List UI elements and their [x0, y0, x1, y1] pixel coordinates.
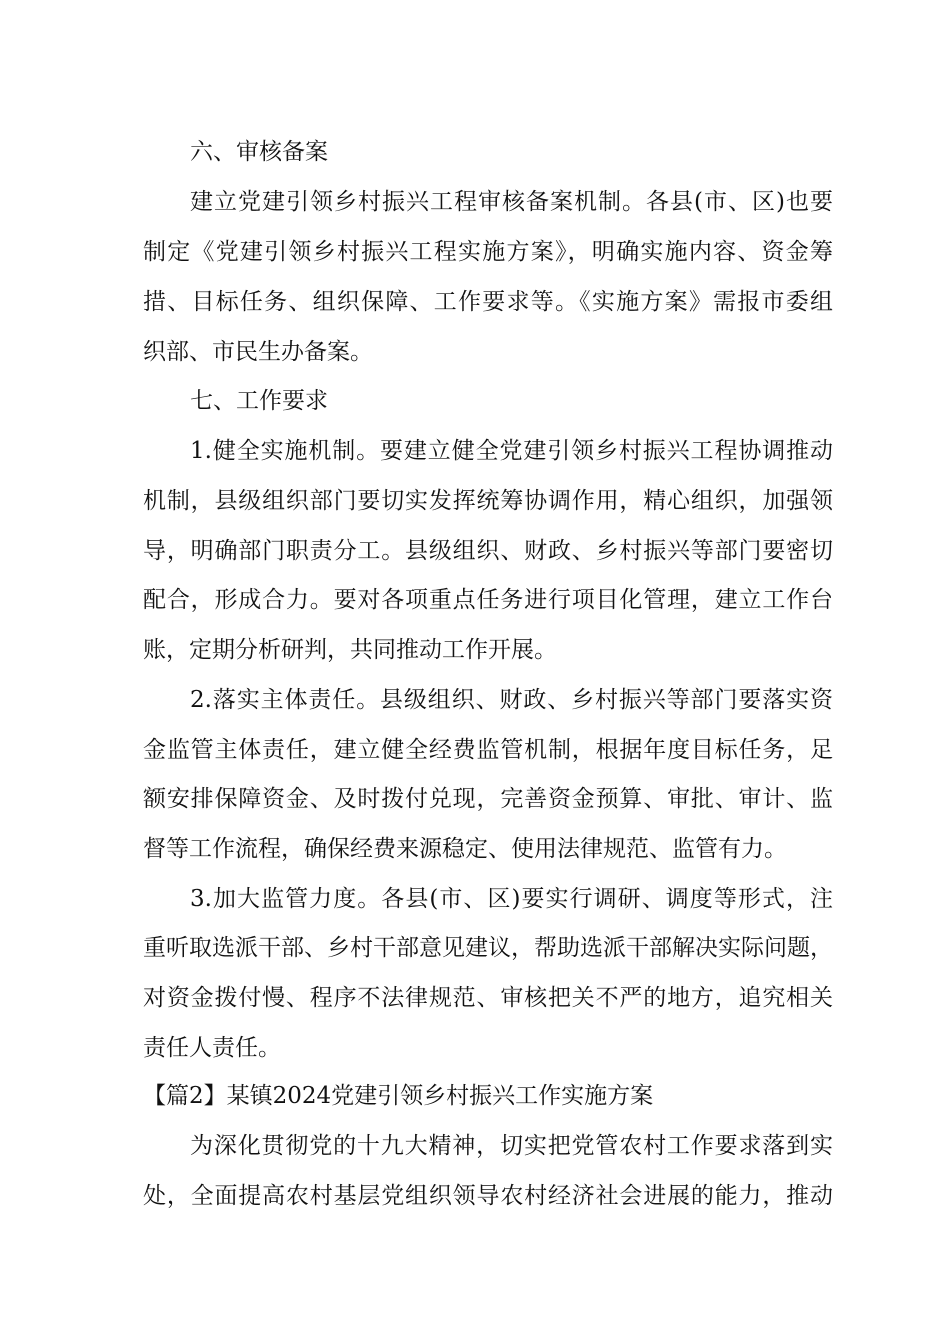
paragraph-line: 制定《党建引领乡村振兴工程实施方案》，明确实施内容、资金筹 [143, 239, 833, 265]
article-title: 【篇2】某镇2024党建引领乡村振兴工作实施方案 [143, 1083, 654, 1109]
paragraph-line: 织部、市民生办备案。 [143, 339, 373, 365]
paragraph-line: 1.健全实施机制。要建立健全党建引领乡村振兴工程协调推动 [190, 438, 833, 464]
paragraph-line: 3.加大监管力度。各县(市、区)要实行调研、调度等形式，注 [190, 886, 833, 912]
section-heading-review-filing: 六、审核备案 [190, 139, 328, 165]
paragraph-line: 2.落实主体责任。县级组织、财政、乡村振兴等部门要落实资 [190, 687, 833, 713]
paragraph-line: 为深化贯彻党的十九大精神，切实把党管农村工作要求落到实 [190, 1133, 833, 1159]
paragraph-line: 账，定期分析研判，共同推动工作开展。 [143, 637, 557, 663]
paragraph-line: 措、目标任务、组织保障、工作要求等。《实施方案》需报市委组 [143, 289, 833, 315]
paragraph-line: 重听取选派干部、乡村干部意见建议，帮助选派干部解决实际问题， [143, 935, 833, 961]
paragraph-line: 机制，县级组织部门要切实发挥统筹协调作用，精心组织，加强领 [143, 488, 833, 514]
paragraph-line: 配合，形成合力。要对各项重点任务进行项目化管理，建立工作台 [143, 587, 833, 613]
paragraph-line: 处，全面提高农村基层党组织领导农村经济社会进展的能力，推动 [143, 1183, 833, 1209]
paragraph-line: 额安排保障资金、及时拨付兑现，完善资金预算、审批、审计、监 [143, 786, 833, 812]
paragraph-line: 建立党建引领乡村振兴工程审核备案机制。各县(市、区)也要 [190, 189, 833, 215]
paragraph-line: 督等工作流程，确保经费来源稳定、使用法律规范、监管有力。 [143, 836, 787, 862]
paragraph-line: 责任人责任。 [143, 1035, 281, 1061]
paragraph-line: 对资金拨付慢、程序不法律规范、审核把关不严的地方，追究相关 [143, 985, 833, 1011]
paragraph-line: 导，明确部门职责分工。县级组织、财政、乡村振兴等部门要密切 [143, 538, 833, 564]
section-heading-work-requirements: 七、工作要求 [190, 388, 328, 414]
paragraph-line: 金监管主体责任，建立健全经费监管机制，根据年度目标任务，足 [143, 737, 833, 763]
